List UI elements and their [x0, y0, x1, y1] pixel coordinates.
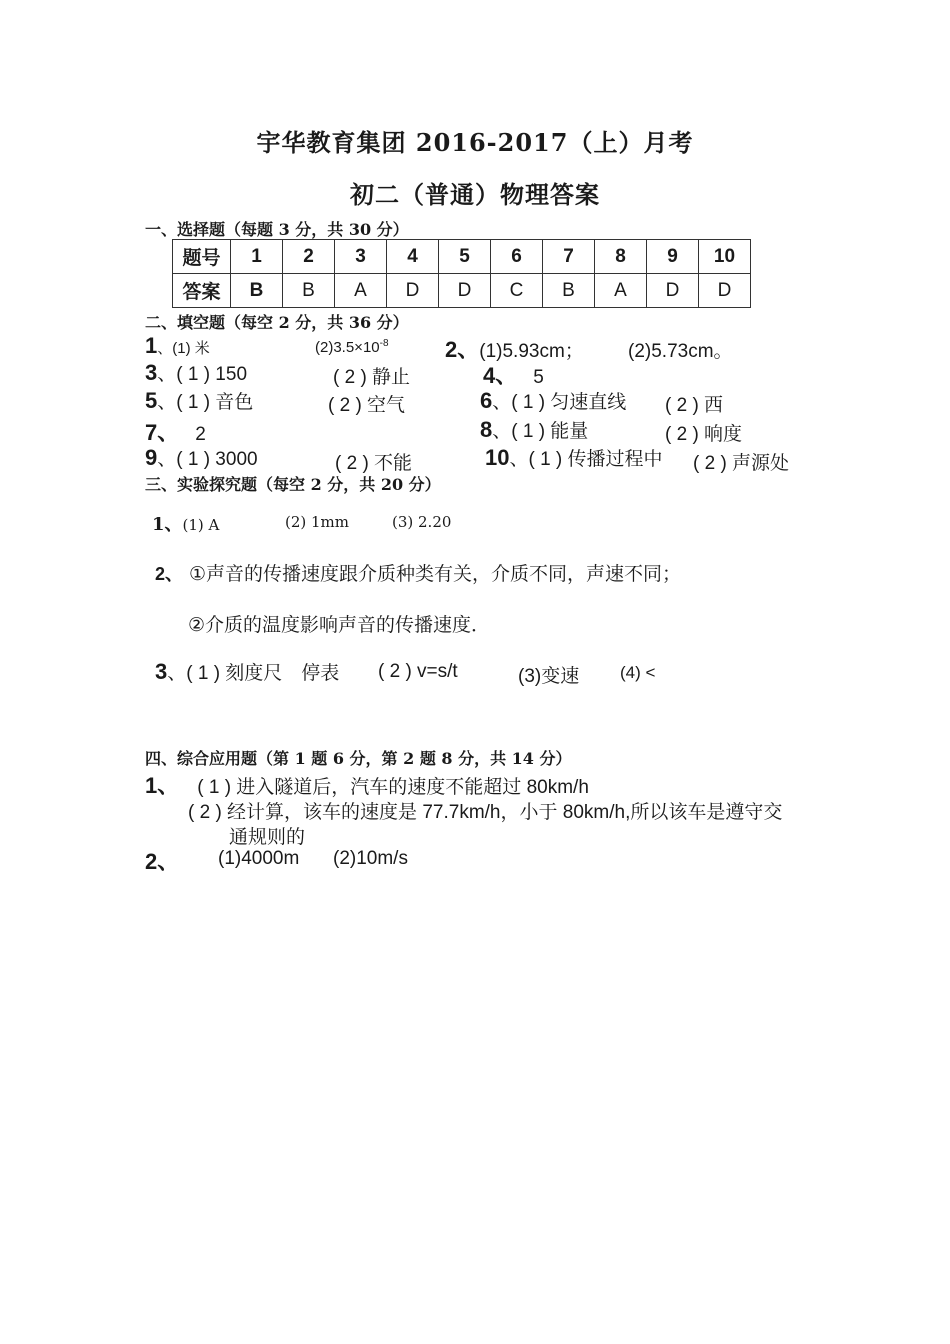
table-cell-answer: D — [699, 274, 751, 308]
answer-text: 2 — [195, 424, 206, 445]
question-number: 1、 — [145, 773, 180, 798]
fill-q4 — [483, 359, 544, 390]
fill-q8-part2: ( 2 ) 响度 — [665, 424, 743, 445]
question-number: 6 — [480, 388, 493, 413]
app-q2 — [145, 845, 179, 876]
fill-q8 — [480, 416, 588, 443]
table-header-answer: 答案 — [173, 274, 231, 308]
app-q2-part1: (1)4000m — [218, 848, 300, 869]
answer-text: 、( 1 ) 匀速直线 — [492, 392, 627, 413]
table-cell-number: 1 — [231, 240, 283, 274]
answer-text: (2)3.5×10 — [315, 339, 380, 356]
question-number: 5 — [145, 388, 158, 413]
fill-q5 — [145, 387, 253, 414]
exp-q3-part4: (4) < — [620, 663, 656, 682]
question-number: 3 — [155, 659, 168, 684]
table-cell-answer: A — [595, 274, 647, 308]
exp-q2 — [155, 559, 681, 586]
question-number: 7、 — [145, 420, 180, 445]
table-cell-number: 7 — [543, 240, 595, 274]
answer-text: (1)5.93cm； — [479, 341, 584, 362]
fill-q1-part2 — [315, 338, 389, 356]
app-q1 — [145, 769, 589, 800]
fill-q6-part2: ( 2 ) 西 — [665, 395, 724, 416]
table-header-number: 题号 — [173, 240, 231, 274]
fill-q9 — [145, 444, 258, 471]
question-number: 1、 — [152, 514, 183, 535]
section-2-heading: 二、填空题（每空 2 分，共 36 分） — [145, 313, 409, 332]
answer-text: 5 — [533, 367, 544, 388]
question-number: 9 — [145, 445, 158, 470]
section-4-heading: 四、综合应用题（第 1 题 6 分，第 2 题 8 分，共 14 分） — [145, 749, 572, 768]
table-cell-number: 8 — [595, 240, 647, 274]
table-cell-number: 6 — [491, 240, 543, 274]
app-q1-line2: ( 2 ) 经计算，该车的速度是 77.7km/h，小于 80km/h,所以该车是遵守交 — [188, 802, 783, 823]
answer-text: 、( 1 ) 音色 — [157, 392, 254, 413]
answer-text: 、( 1 ) 150 — [157, 364, 248, 385]
table-cell-number: 2 — [283, 240, 335, 274]
exp-q3 — [155, 658, 339, 685]
answer-text: 、( 1 ) 传播过程中 — [509, 449, 663, 470]
table-row-answers — [173, 274, 751, 308]
fill-q5-part2: ( 2 ) 空气 — [328, 395, 406, 416]
answer-text: (1) A — [182, 516, 220, 534]
question-number: 4、 — [483, 363, 518, 388]
exponent: -8 — [379, 338, 389, 349]
table-cell-number: 4 — [387, 240, 439, 274]
question-number: 1 — [145, 333, 158, 358]
answer-text: ( 1 ) 进入隧道后，汽车的速度不能超过 80km/h — [197, 777, 589, 798]
exp-q3-part2: ( 2 ) v=s/t — [378, 661, 458, 682]
doc-title: 宇华教育集团 2016-2017（上）月考 — [256, 128, 694, 157]
exp-q3-part3: (3)变速 — [518, 666, 580, 687]
question-number: 10 — [485, 445, 510, 470]
exp-q2-line2: ②介质的温度影响声音的传播速度． — [188, 615, 491, 636]
fill-q7 — [145, 416, 206, 447]
exp-q1 — [152, 510, 219, 536]
table-cell-answer: D — [439, 274, 491, 308]
fill-q3 — [145, 359, 247, 386]
answer-text: ①声音的传播速度跟介质种类有关，介质不同，声速不同； — [189, 564, 682, 585]
question-number: 2、 — [145, 849, 180, 874]
doc-subtitle: 初二（普通）物理答案 — [350, 180, 600, 209]
fill-q3-part2: ( 2 ) 静止 — [333, 367, 411, 388]
question-number: 2、 — [155, 564, 184, 584]
table-cell-answer: B — [231, 274, 283, 308]
table-cell-answer: B — [543, 274, 595, 308]
table-cell-answer: C — [491, 274, 543, 308]
fill-q9-part2: ( 2 ) 不能 — [335, 453, 413, 474]
table-cell-number: 10 — [699, 240, 751, 274]
exp-q1-part3: (3) 2.20 — [392, 513, 452, 531]
answer-text: 、( 1 ) 刻度尺 停表 — [167, 663, 340, 684]
answer-text: 、( 1 ) 3000 — [157, 449, 258, 470]
table-cell-number: 3 — [335, 240, 387, 274]
table-row-numbers — [173, 240, 751, 274]
fill-q2-part2: (2)5.73cm。 — [628, 341, 733, 362]
exp-q1-part2: (2) 1mm — [285, 513, 350, 531]
app-q2-part2: (2)10m/s — [333, 848, 408, 869]
table-cell-answer: D — [387, 274, 439, 308]
table-cell-number: 5 — [439, 240, 491, 274]
answer-text: 、(1) 米 — [157, 340, 210, 357]
fill-q1 — [145, 333, 210, 359]
fill-q6 — [480, 387, 626, 414]
table-cell-answer: D — [647, 274, 699, 308]
question-number: 3 — [145, 360, 158, 385]
table-cell-answer: A — [335, 274, 387, 308]
table-cell-answer: B — [283, 274, 335, 308]
fill-q10-part2: ( 2 ) 声源处 — [693, 453, 790, 474]
section-3-heading: 三、实验探究题（每空 2 分，共 20 分） — [145, 475, 441, 494]
fill-q10 — [485, 444, 663, 471]
question-number: 8 — [480, 417, 493, 442]
answer-text: 、( 1 ) 能量 — [492, 421, 589, 442]
question-number: 2、 — [445, 337, 480, 362]
table-cell-number: 9 — [647, 240, 699, 274]
app-q1-line3: 通规则的 — [229, 827, 306, 848]
section-1-heading: 一、选择题（每题 3 分，共 30 分） — [145, 220, 409, 239]
answer-table — [172, 239, 751, 308]
